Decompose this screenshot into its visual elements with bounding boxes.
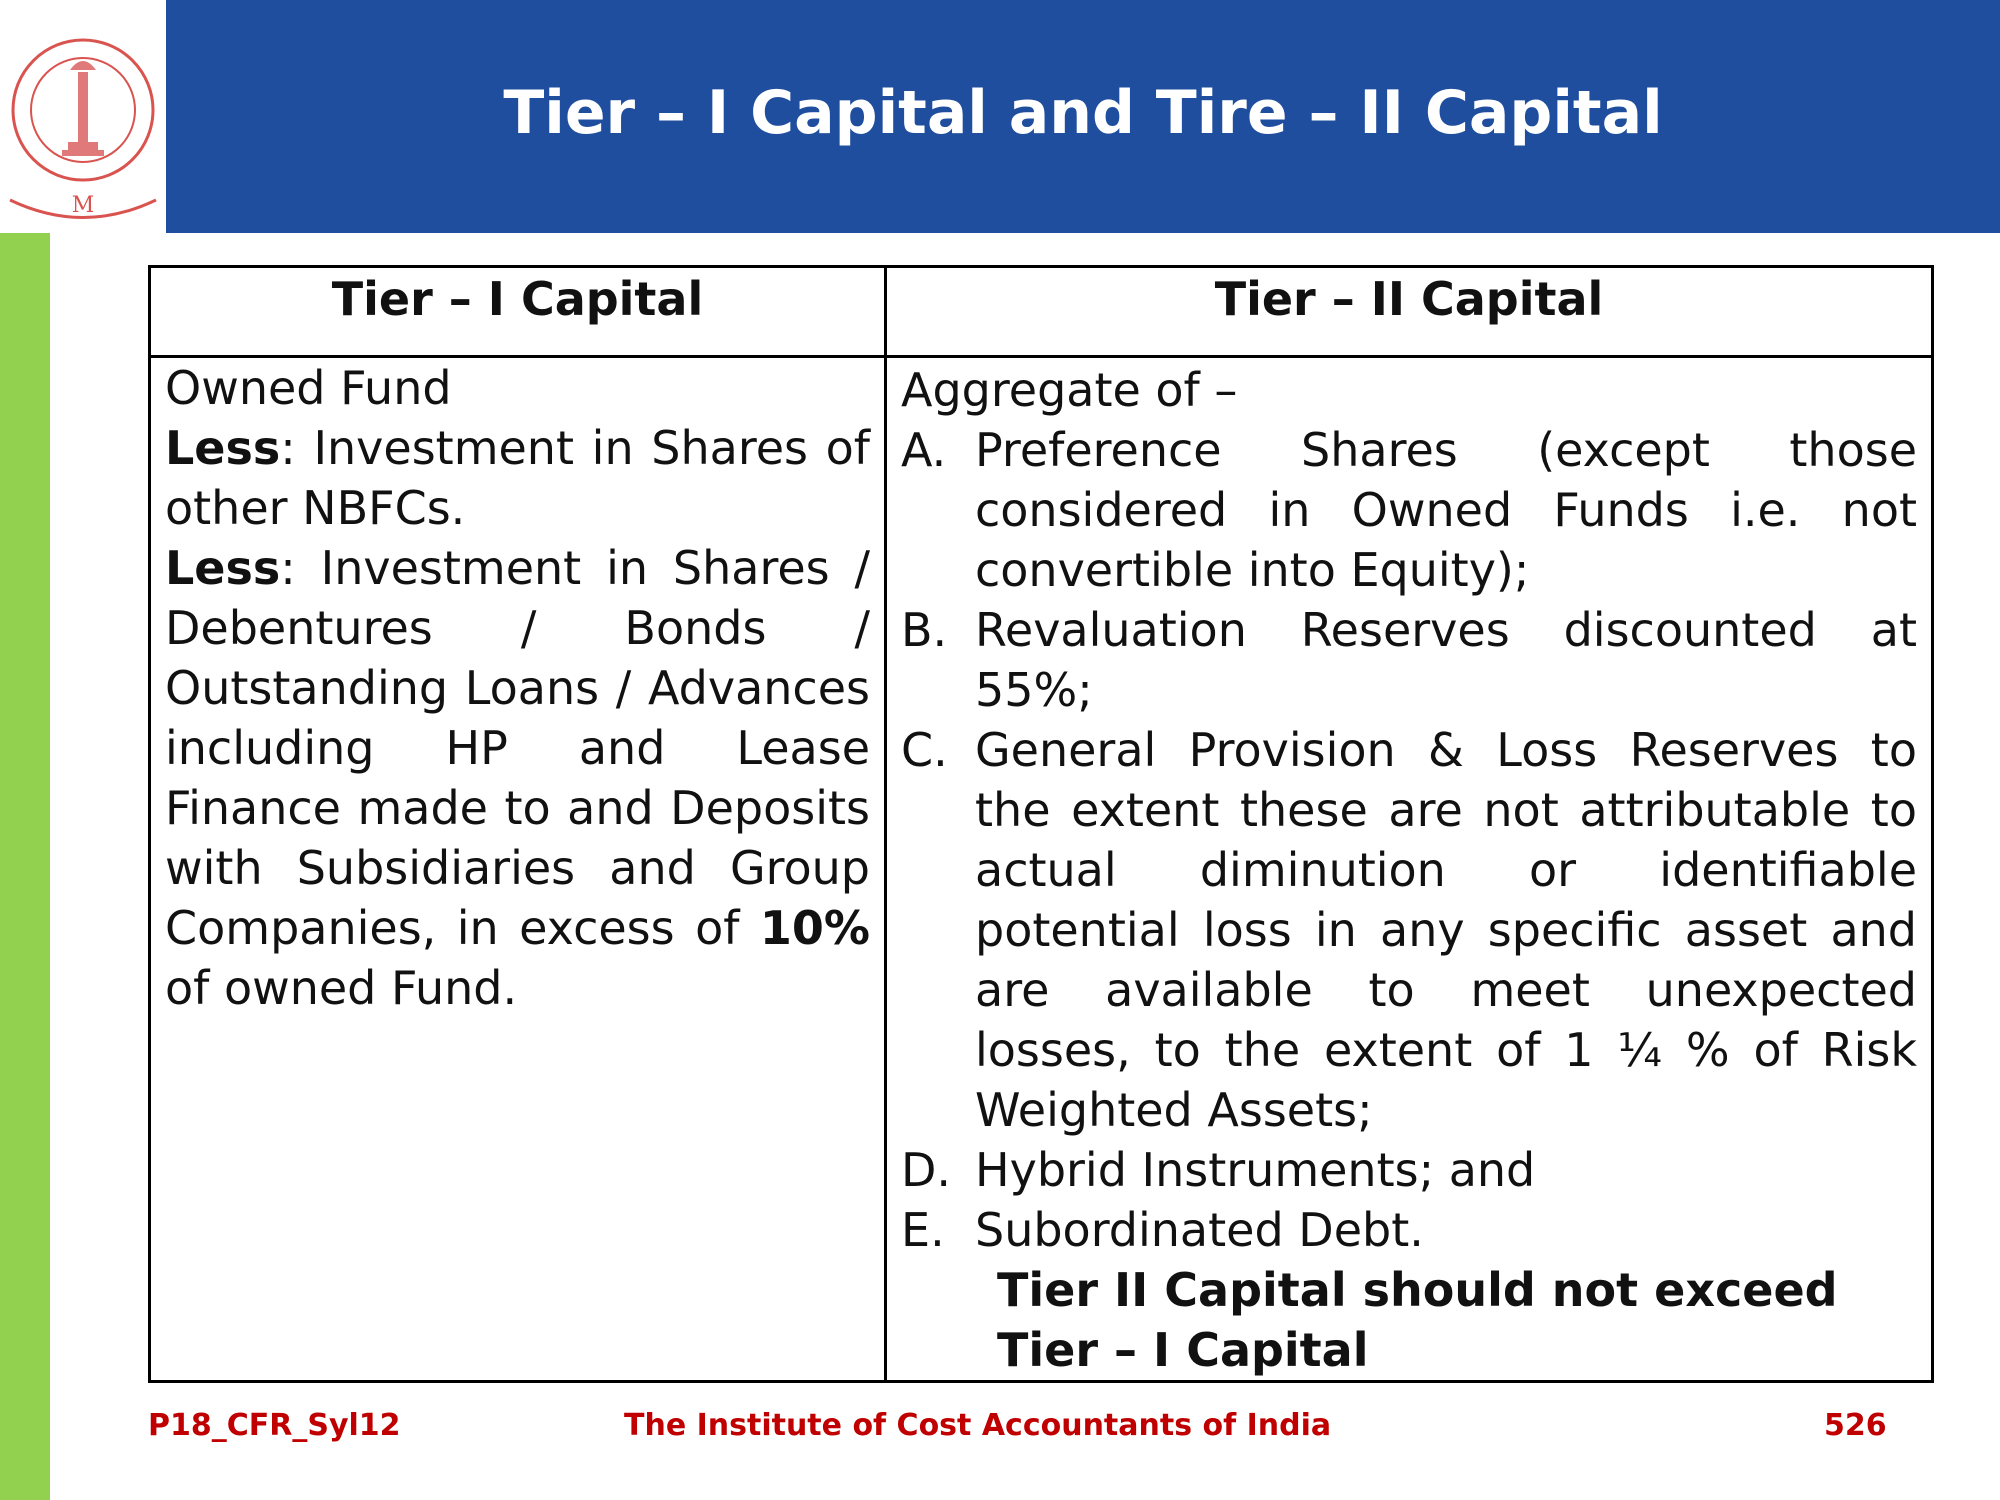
list-item: [901, 600, 1917, 720]
tier-comparison-table: [148, 265, 1934, 1383]
footer-course-code: P18_CFR_Syl12: [148, 1408, 401, 1443]
less-clause-1-text: : Investment in Shares of other NBFCs.: [165, 421, 870, 535]
list-item-text: General Provision & Loss Reserves to the extent these are not attributable to actual diminution or identifiable potential loss in any specific asset and are available to meet unexpected losses, to the extent of 1 ¼ % of Risk Weighted Assets;: [975, 723, 1917, 1137]
list-item: [901, 1200, 1917, 1260]
table-body-row: [150, 357, 1933, 1382]
tier1-content: [150, 357, 886, 1382]
list-item-text: Hybrid Instruments; and: [975, 1143, 1536, 1197]
owned-fund-text: Owned Fund: [165, 361, 452, 415]
percent-value: 10%: [759, 901, 870, 955]
list-item-text: Preference Shares (except those considered in Owned Funds i.e. not convertible into Equity);: [975, 423, 1917, 597]
list-letter: E.: [901, 1203, 945, 1257]
institute-logo: [0, 0, 166, 233]
list-item: [901, 1140, 1917, 1200]
aggregate-lead: Aggregate of –: [901, 363, 1238, 417]
title-banner: [166, 0, 2000, 233]
less-label: Less: [165, 421, 281, 475]
left-accent-bar: [0, 233, 50, 1500]
list-letter: C.: [901, 723, 948, 777]
list-letter: A.: [901, 423, 947, 477]
less-clause-2: [165, 538, 870, 1018]
list-item: [901, 720, 1917, 1140]
tier1-header: Tier – I Capital: [150, 267, 886, 357]
svg-text:M: M: [71, 193, 95, 218]
tier2-content: [886, 357, 1933, 1382]
less-label: Less: [165, 541, 281, 595]
list-letter: D.: [901, 1143, 952, 1197]
tier2-limit-note: Tier II Capital should not exceed Tier – I Capital: [997, 1263, 1838, 1377]
table-header-row: [150, 267, 1933, 357]
list-letter: B.: [901, 603, 948, 657]
less-clause-1: [165, 418, 870, 538]
footer-page-number: 526: [1824, 1408, 1887, 1443]
less-clause-2-tail: of owned Fund.: [165, 961, 518, 1015]
list-item-text: Revaluation Reserves discounted at 55%;: [975, 603, 1917, 717]
slide-title: Tier – I Capital and Tire – II Capital: [503, 78, 1663, 148]
tier2-header: Tier – II Capital: [886, 267, 1933, 357]
less-clause-2-text: : Investment in Shares / Debentures / Bonds / Outstanding Loans / Advances including HP and Lease Finance made to and Deposits with Subsidiaries and Group Companies, in excess of: [165, 541, 870, 955]
list-item: [901, 420, 1917, 600]
list-item-text: Subordinated Debt.: [975, 1203, 1424, 1257]
footer-institute-name: The Institute of Cost Accountants of India: [624, 1408, 1332, 1443]
